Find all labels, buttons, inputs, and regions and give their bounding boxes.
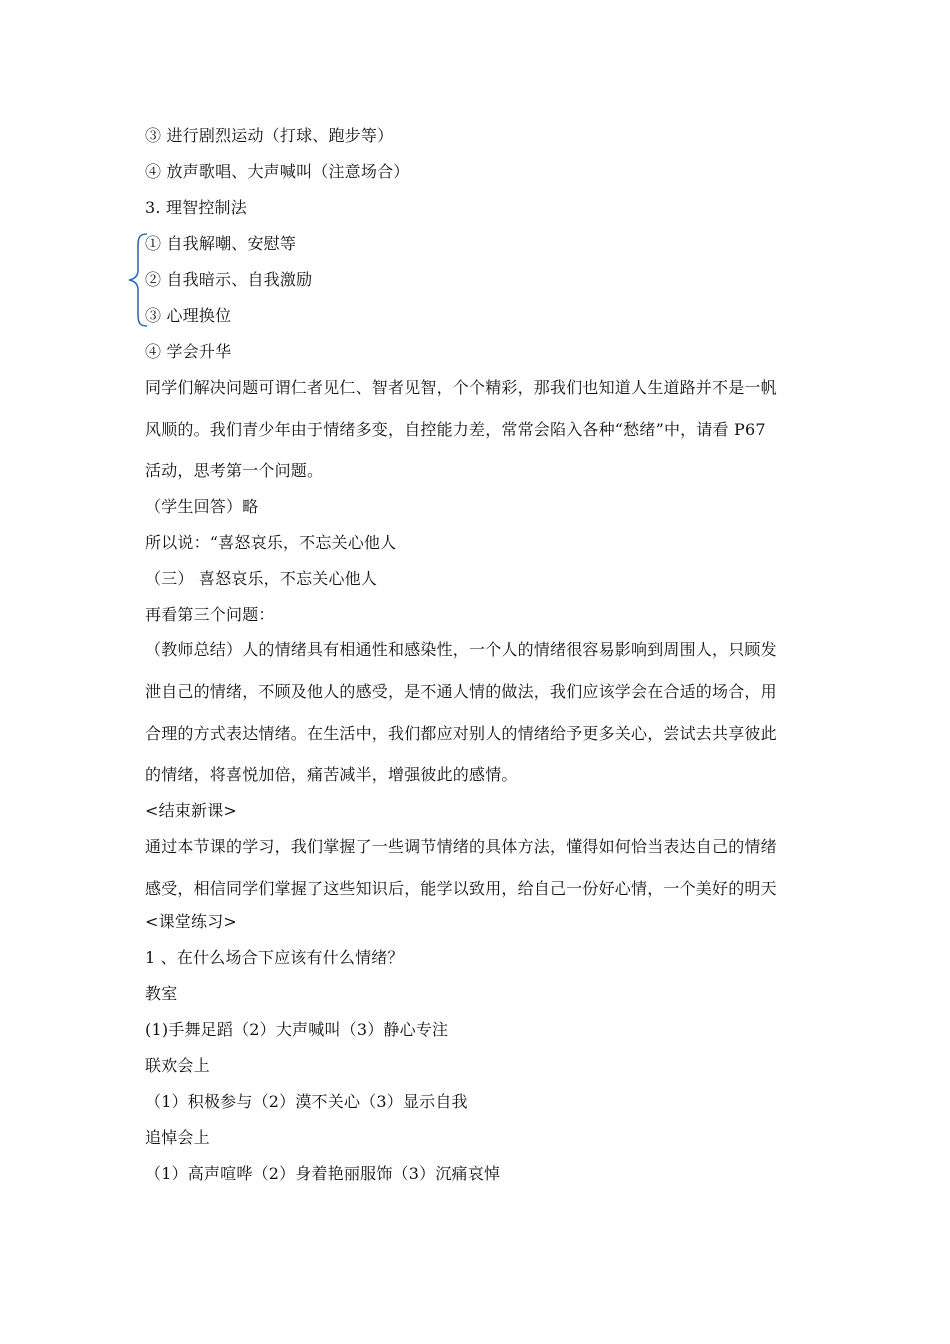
section-marker: <结束新课> xyxy=(145,801,238,820)
text-line: ③ 心理换位 xyxy=(145,306,232,325)
paragraph-line: 合理的方式表达情绪。在生活中，我们都应对别人的情绪给予更多关心，尝试去共享彼此 xyxy=(145,724,777,743)
text-line: ③ 进行剧烈运动（打球、跑步等） xyxy=(145,126,394,145)
options-line: （1）积极参与（2）漠不关心（3）显示自我 xyxy=(145,1092,468,1111)
text-line: （学生回答）略 xyxy=(145,497,259,516)
options-line: （1）高声喧哗（2）身着艳丽服饰（3）沉痛哀悼 xyxy=(145,1164,501,1183)
paragraph-line: 的情绪，将喜悦加倍，痛苦减半，增强彼此的感情。 xyxy=(145,765,518,784)
options-line: (1)手舞足蹈（2）大声喊叫（3）静心专注 xyxy=(145,1020,449,1039)
text-line: 教室 xyxy=(145,984,178,1003)
text-line: 再看第三个问题： xyxy=(145,605,275,624)
text-line: ④ 学会升华 xyxy=(145,342,232,361)
text-line: ② 自我暗示、自我激励 xyxy=(145,270,313,289)
paragraph-line: （教师总结）人的情绪具有相通性和感染性，一个人的情绪很容易影响到周围人，只顾发 xyxy=(145,640,777,659)
section-heading: 3. 理智控制法 xyxy=(145,198,247,217)
text-line: 联欢会上 xyxy=(145,1056,210,1075)
text-line: 所以说：“喜怒哀乐，不忘关心他人 xyxy=(145,533,397,552)
section-marker: <课堂练习> xyxy=(145,912,238,931)
question-line: 1 、在什么场合下应该有什么情绪？ xyxy=(145,948,404,967)
section-heading: （三） 喜怒哀乐，不忘关心他人 xyxy=(145,569,378,588)
paragraph-line: 同学们解决问题可谓仁者见仁、智者见智，个个精彩，那我们也知道人生道路并不是一帆 xyxy=(145,378,777,397)
paragraph-line: 泄自己的情绪，不顾及他人的感受，是不通人情的做法，我们应该学会在合适的场合，用 xyxy=(145,682,777,701)
paragraph-line: 活动，思考第一个问题。 xyxy=(145,461,324,480)
text-line: ① 自我解嘲、安慰等 xyxy=(145,234,297,253)
text-line: 追悼会上 xyxy=(145,1128,210,1147)
paragraph-line: 风顺的。我们青少年由于情绪多变，自控能力差，常常会陷入各种“愁绪”中，请看 P67 xyxy=(145,420,766,439)
paragraph-line: 感受，相信同学们掌握了这些知识后，能学以致用，给自己一份好心情，一个美好的明天 xyxy=(145,879,777,898)
paragraph-line: 通过本节课的学习，我们掌握了一些调节情绪的具体方法，懂得如何恰当表达自己的情绪 xyxy=(145,837,777,856)
text-line: ④ 放声歌唱、大声喊叫（注意场合） xyxy=(145,162,410,181)
